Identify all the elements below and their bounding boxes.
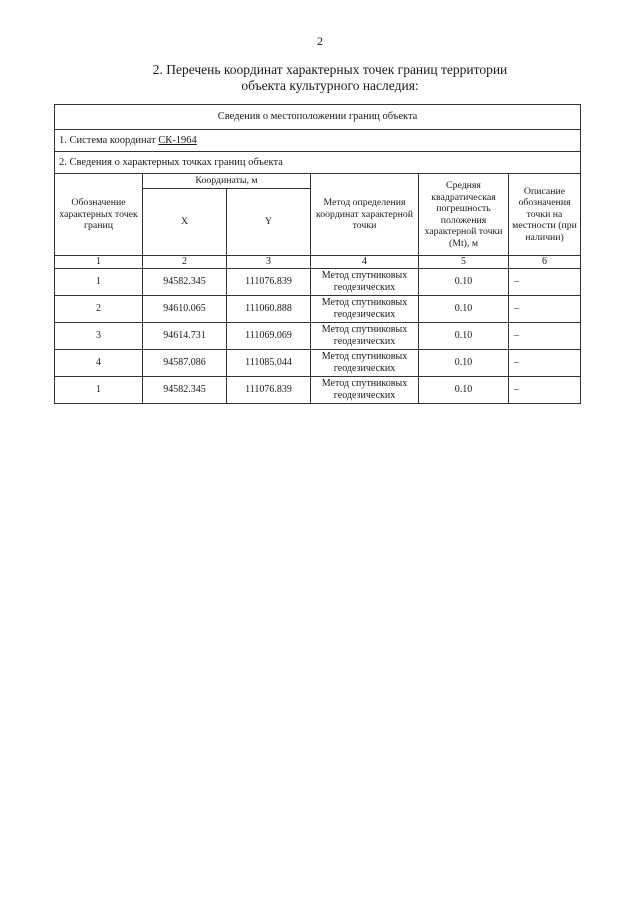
column-number: 5 (419, 256, 509, 269)
cell-method: Метод спутниковых геодезических (311, 322, 419, 349)
cell-description: – (509, 349, 581, 376)
cell-error: 0.10 (419, 322, 509, 349)
cell-y: 111069.069 (227, 322, 311, 349)
table-row (55, 322, 581, 349)
header-method: Метод определения координат характерной точки (311, 174, 419, 256)
cell-point: 1 (55, 268, 143, 295)
heading-line-2: объекта культурного наследия: (241, 78, 419, 93)
cell-x: 94610.065 (143, 295, 227, 322)
cell-x: 94614.731 (143, 322, 227, 349)
cell-error: 0.10 (419, 349, 509, 376)
column-number: 1 (55, 256, 143, 269)
header-error: Средняя квадратическая погрешность положения характерной точки (Mt), м (419, 174, 509, 256)
header-y: Y (227, 189, 311, 256)
coordinate-system-value: СК-1964 (158, 134, 197, 146)
cell-point: 4 (55, 349, 143, 376)
cell-x: 94587.086 (143, 349, 227, 376)
cell-description: – (509, 268, 581, 295)
heading-line-1: 2. Перечень координат характерных точек границ территории (152, 62, 508, 77)
column-number: 2 (143, 256, 227, 269)
header-point: Обозначение характерных точек границ (55, 174, 143, 256)
table-row (55, 295, 581, 322)
header-x: X (143, 189, 227, 256)
cell-method: Метод спутниковых геодезических (311, 268, 419, 295)
cell-description: – (509, 295, 581, 322)
coordinates-table (54, 104, 581, 404)
cell-error: 0.10 (419, 295, 509, 322)
header-coordinates: Координаты, м (143, 174, 311, 189)
cell-y: 111060.888 (227, 295, 311, 322)
table-row (55, 376, 581, 403)
cell-x: 94582.345 (143, 268, 227, 295)
points-section-title: 2. Сведения о характерных точках границ объекта (55, 152, 581, 174)
table-title: Сведения о местоположении границ объекта (55, 105, 581, 130)
cell-x: 94582.345 (143, 376, 227, 403)
cell-method: Метод спутниковых геодезических (311, 295, 419, 322)
document-heading (80, 62, 580, 94)
header-description: Описание обозначения точки на местности (при наличии) (509, 174, 581, 256)
page-number: 2 (317, 34, 323, 48)
table-row (55, 268, 581, 295)
table-row (55, 349, 581, 376)
cell-method: Метод спутниковых геодезических (311, 376, 419, 403)
cell-description: – (509, 322, 581, 349)
cell-point: 2 (55, 295, 143, 322)
cell-method: Метод спутниковых геодезических (311, 349, 419, 376)
column-number: 6 (509, 256, 581, 269)
cell-y: 111085.044 (227, 349, 311, 376)
cell-point: 3 (55, 322, 143, 349)
cell-error: 0.10 (419, 268, 509, 295)
cell-description: – (509, 376, 581, 403)
column-number: 4 (311, 256, 419, 269)
column-number: 3 (227, 256, 311, 269)
cell-y: 111076.839 (227, 376, 311, 403)
cell-error: 0.10 (419, 376, 509, 403)
coordinate-system-label: 1. Система координат (59, 134, 159, 146)
coordinate-system-row (55, 130, 581, 152)
cell-y: 111076.839 (227, 268, 311, 295)
cell-point: 1 (55, 376, 143, 403)
